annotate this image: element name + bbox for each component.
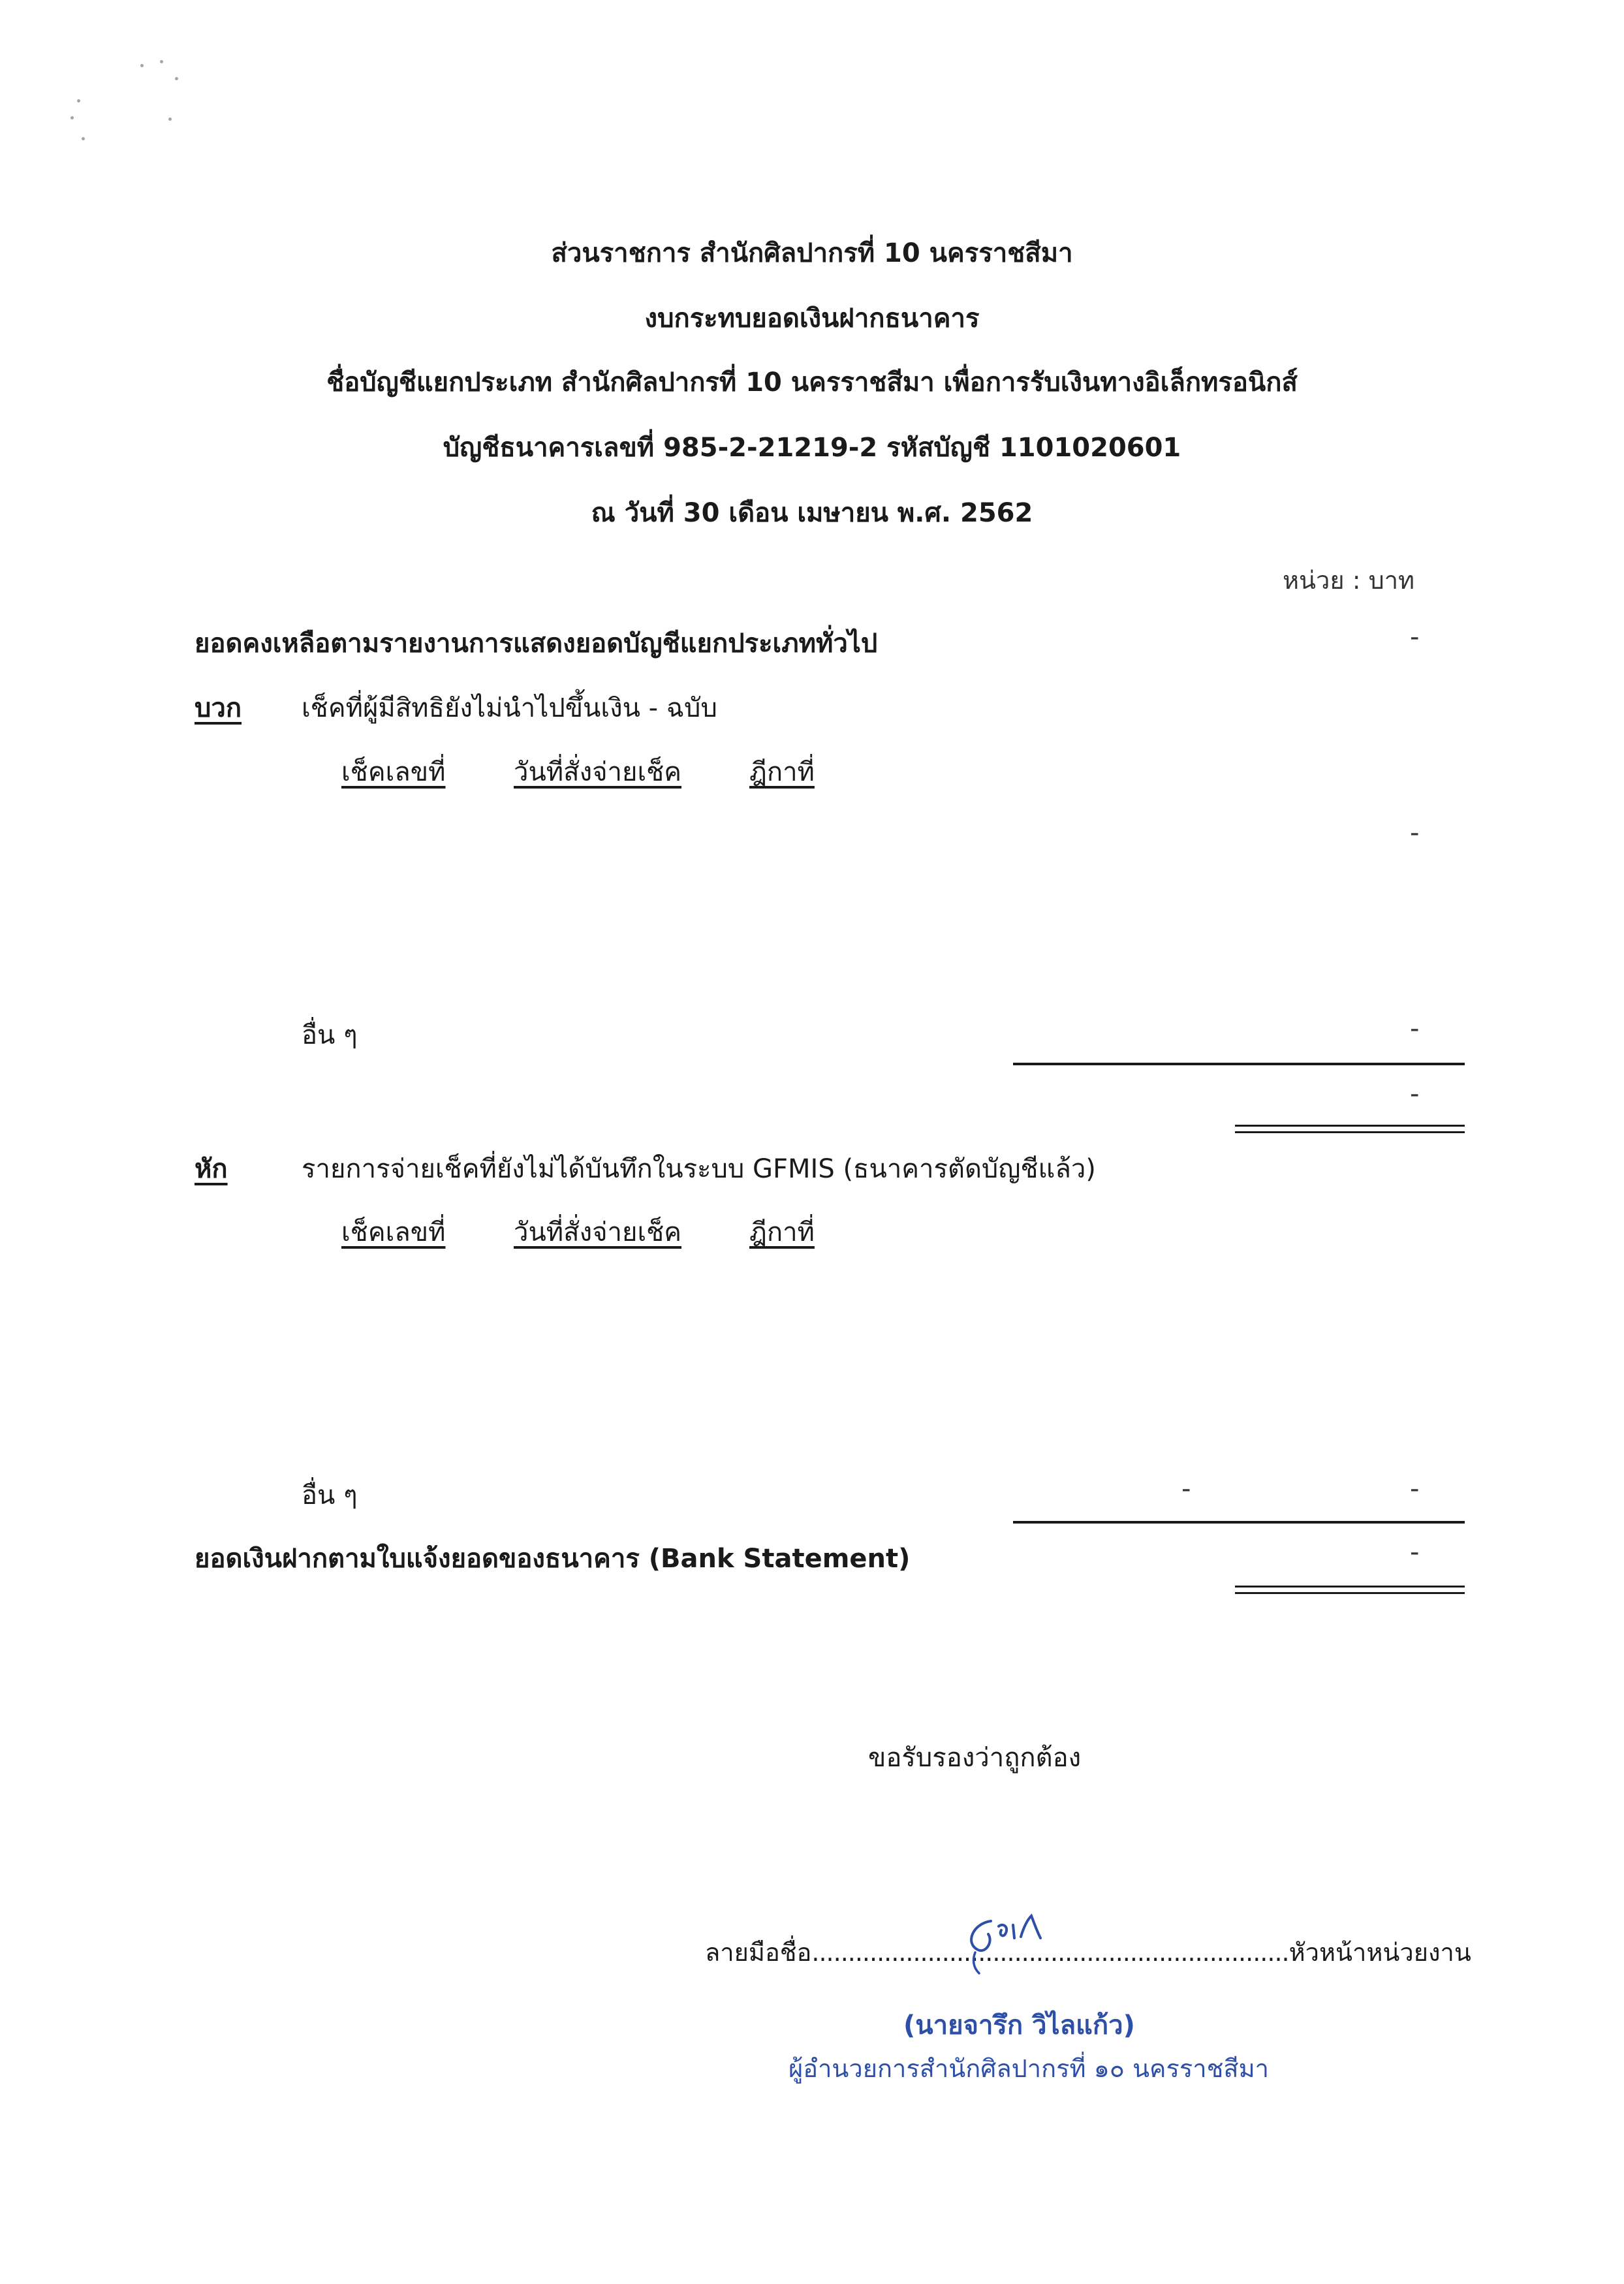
add-heading: บวก (195, 693, 242, 723)
add-cheque-amount: - (1410, 818, 1420, 848)
bank-double-rule-bottom (1235, 1592, 1465, 1594)
signature-prefix: ลายมือชื่อ (705, 1938, 812, 1967)
deduct-other-label: อื่น ๆ (302, 1480, 358, 1510)
header-date: ณ วันที่ 30 เดือน เมษายน พ.ศ. 2562 (591, 498, 1033, 528)
scan-speck (140, 64, 144, 67)
header-title: งบกระทบยอดเงินฝากธนาคาร (644, 304, 980, 334)
add-description: เช็คที่ผู้มีสิทธิยังไม่นำไปขึ้นเงิน - ฉบับ (302, 693, 717, 723)
deduct-col-voucher-no: ฎีกาที่ (749, 1217, 815, 1247)
add-double-rule-top (1235, 1125, 1465, 1127)
deduct-description: รายการจ่ายเช็คที่ยังไม่ได้บันทึกในระบบ GFMIS (ธนาคารตัดบัญชีแล้ว) (302, 1154, 1096, 1184)
add-double-rule-bottom (1235, 1131, 1465, 1133)
deduct-col-cheque-no: เช็คเลขที่ (341, 1217, 446, 1247)
add-col-voucher-no: ฎีกาที่ (749, 757, 815, 787)
add-col-cheque-no: เช็คเลขที่ (341, 757, 446, 787)
scan-speck (160, 60, 163, 63)
signatory-name: (นายจารึก วิไลแก้ว) (903, 2010, 1135, 2041)
balance-amount: - (1410, 622, 1420, 652)
scan-speck (168, 117, 172, 121)
header-account-number: บัญชีธนาคารเลขที่ 985-2-21219-2 รหัสบัญชี 1101020601 (443, 433, 1181, 463)
deduct-other-amount-inner: - (1181, 1474, 1191, 1504)
signature-line (705, 1932, 1471, 1972)
scan-speck (82, 137, 85, 140)
signature-dots: .................................................................. (811, 1938, 1289, 1967)
add-other-label: อื่น ๆ (302, 1020, 358, 1050)
signatory-position: ผู้อำนวยการสำนักศิลปากรที่ ๑๐ นครราชสีมา (789, 2054, 1270, 2083)
deduct-other-amount: - (1410, 1474, 1420, 1504)
signature-suffix: หัวหน้าหน่วยงาน (1288, 1938, 1471, 1967)
scan-speck (175, 77, 178, 80)
handwritten-signature (953, 1896, 1077, 1981)
add-subtotal-rule (1013, 1063, 1465, 1065)
certify-text: ขอรับรองว่าถูกต้อง (868, 1743, 1082, 1773)
header-agency: ส่วนราชการ สำนักศิลปากรที่ 10 นครราชสีมา (551, 238, 1073, 268)
add-col-issue-date: วันที่สั่งจ่ายเช็ค (514, 757, 682, 787)
add-other-amount: - (1410, 1014, 1420, 1044)
deduct-heading: หัก (195, 1154, 228, 1184)
scan-speck (70, 116, 74, 119)
deduct-col-issue-date: วันที่สั่งจ่ายเช็ค (514, 1217, 682, 1247)
bank-double-rule-top (1235, 1586, 1465, 1588)
balance-label: ยอดคงเหลือตามรายงานการแสดงยอดบัญชีแยกประเภททั่วไป (195, 629, 878, 659)
header-account-name: ชื่อบัญชีแยกประเภท สำนักศิลปากรที่ 10 นครราชสีมา เพื่อการรับเงินทางอิเล็กทรอนิกส์ (326, 368, 1298, 398)
scan-speck (77, 99, 80, 102)
bank-statement-label: ยอดเงินฝากตามใบแจ้งยอดของธนาคาร (Bank Statement) (195, 1544, 911, 1574)
deduct-subtotal-rule (1013, 1521, 1465, 1524)
bank-statement-amount: - (1410, 1537, 1420, 1567)
add-subtotal-amount: - (1410, 1079, 1420, 1109)
unit-label: หน่วย : บาท (1283, 566, 1415, 595)
